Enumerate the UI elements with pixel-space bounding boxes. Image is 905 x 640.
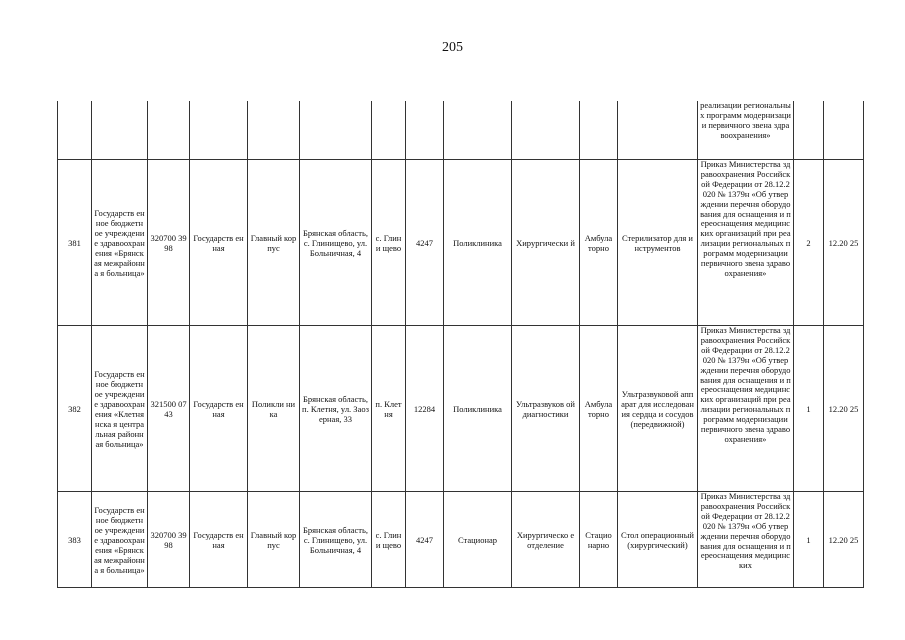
cell-num: 382 [58,326,92,492]
cell-code: 4247 [406,492,444,588]
cell-equipment: Ультразвуковой аппарат для исследования сердца и сосудов (передвижной) [618,326,698,492]
cell-ownership: Государств енная [190,160,248,326]
cell-inn: 320700 3998 [148,160,190,326]
cell-basis: Приказ Министерства здравоохранения Российской Федерации от 28.12.2020 № 1379н «Об утверждении перечня оборудования для оснащения и переоснащения медицинских организаций при реализации региональных программ модернизации первичного звена здравоохранения» [698,326,794,492]
cell-locality: с. Глини щево [372,160,406,326]
cell-org: Государств енное бюджетное учреждение здравоохран ения «Брянская межрайонна я больница» [92,160,148,326]
cell-address: Брянская область, с. Глинищево, ул. Больничная, 4 [300,160,372,326]
cell-org: Государств енное бюджетное учреждение здравоохран ения «Клетнянска я центральная районная больница» [92,326,148,492]
cell-qty [794,101,824,160]
cell-qty: 1 [794,326,824,492]
cell-care: Стацио нарно [580,492,618,588]
cell-ownership: Государств енная [190,492,248,588]
cell-care: Амбула торно [580,326,618,492]
cell-inn: 321500 0743 [148,326,190,492]
cell-basis: Приказ Министерства здравоохранения Российской Федерации от 28.12.2020 № 1379н «Об утверждении перечня оборудования для оснащения и переоснащения медицинских организаций при реализации региональных программ модернизации первичного звена здравоохранения» [698,160,794,326]
cell-basis: реализации региональных программ модернизации первичного звена здравоохранения» [698,101,794,160]
cell-equipment [618,101,698,160]
cell-department [512,101,580,160]
cell-date: 12.20 25 [824,492,864,588]
cell-building [248,101,300,160]
cell-org [92,101,148,160]
cell-division: Поликлиника [444,326,512,492]
cell-code [406,101,444,160]
cell-locality: с. Глини щево [372,492,406,588]
equipment-registry-table [57,101,864,588]
cell-department: Хирургическо е отделение [512,492,580,588]
cell-locality: п. Клетня [372,326,406,492]
table-row [58,492,864,588]
cell-num [58,101,92,160]
cell-department: Ультразвуков ой диагностики [512,326,580,492]
cell-basis: Приказ Министерства здравоохранения Российской Федерации от 28.12.2020 № 1379н «Об утверждении перечня оборудования для оснащения и переоснащения медицинских [698,492,794,588]
cell-building: Главный корпус [248,160,300,326]
cell-ownership: Государств енная [190,326,248,492]
cell-address [300,101,372,160]
cell-org: Государств енное бюджетное учреждение здравоохран ения «Брянская межрайонна я больница» [92,492,148,588]
cell-building: Поликли ника [248,326,300,492]
cell-date [824,101,864,160]
cell-division: Поликлиника [444,160,512,326]
cell-care: Амбула торно [580,160,618,326]
cell-num: 381 [58,160,92,326]
table-row [58,326,864,492]
cell-qty: 1 [794,492,824,588]
cell-address: Брянская область, п. Клетня, ул. Заозерная, 33 [300,326,372,492]
cell-equipment: Стол операционный (хирургический) [618,492,698,588]
cell-locality [372,101,406,160]
cell-address: Брянская область, с. Глинищево, ул. Больничная, 4 [300,492,372,588]
cell-num: 383 [58,492,92,588]
cell-date: 12.20 25 [824,326,864,492]
table-row [58,160,864,326]
cell-code: 4247 [406,160,444,326]
cell-building: Главный корпус [248,492,300,588]
cell-division: Стационар [444,492,512,588]
cell-inn: 320700 3998 [148,492,190,588]
cell-date: 12.20 25 [824,160,864,326]
page-number: 205 [442,40,463,55]
cell-qty: 2 [794,160,824,326]
continuation-row [58,101,864,160]
cell-care [580,101,618,160]
cell-department: Хирургически й [512,160,580,326]
cell-inn [148,101,190,160]
cell-division [444,101,512,160]
cell-ownership [190,101,248,160]
cell-equipment: Стерилизатор для инструментов [618,160,698,326]
cell-code: 12284 [406,326,444,492]
